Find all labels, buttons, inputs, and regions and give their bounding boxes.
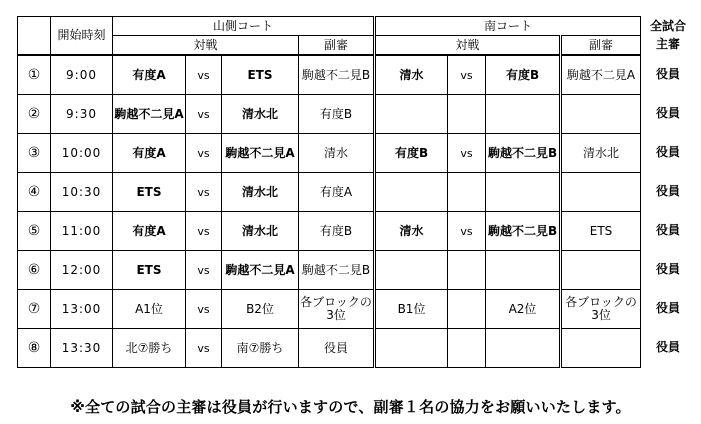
chief-referee: 役員 — [655, 340, 680, 354]
yamagawa-team-b: 南⑦勝ち — [222, 329, 299, 368]
yamagawa-vs: vs — [186, 173, 222, 212]
minami-team-b — [486, 173, 561, 212]
header-yamagawa-court: 山側コート — [113, 17, 375, 36]
schedule-row — [18, 251, 641, 290]
match-number: ⑧ — [18, 329, 51, 368]
yamagawa-team-a: 北⑦勝ち — [113, 329, 186, 368]
minami-team-a: 清水 — [375, 55, 448, 95]
minami-sub-referee — [561, 95, 641, 134]
yamagawa-team-b: B2位 — [222, 290, 299, 329]
yamagawa-vs: vs — [186, 251, 222, 290]
header-minami-sub-referee: 副審 — [561, 36, 641, 56]
start-time: 12:00 — [51, 251, 113, 290]
schedule-row — [18, 329, 641, 368]
header-yamagawa-sub-referee: 副審 — [299, 36, 375, 56]
minami-team-a — [375, 173, 448, 212]
minami-vs: vs — [448, 55, 486, 95]
all-match-label-line2: 主審 — [655, 37, 680, 51]
header-start-time: 開始時刻 — [51, 17, 113, 56]
start-time: 9:30 — [51, 95, 113, 134]
yamagawa-vs: vs — [186, 134, 222, 173]
minami-team-b — [486, 251, 561, 290]
minami-sub-referee: 各ブロックの3位 — [561, 290, 641, 329]
minami-team-b — [486, 329, 561, 368]
minami-vs — [448, 173, 486, 212]
schedule-row — [18, 212, 641, 251]
chief-referee: 役員 — [655, 184, 680, 198]
minami-vs — [448, 290, 486, 329]
chief-referee: 役員 — [655, 223, 680, 237]
yamagawa-vs: vs — [186, 329, 222, 368]
minami-vs — [448, 95, 486, 134]
schedule-table — [17, 16, 641, 368]
header-no — [18, 17, 51, 56]
start-time: 13:00 — [51, 290, 113, 329]
chief-referee: 役員 — [655, 262, 680, 276]
start-time: 9:00 — [51, 55, 113, 95]
yamagawa-team-a: 駒越不二見A — [113, 95, 186, 134]
minami-team-a — [375, 329, 448, 368]
minami-team-a — [375, 95, 448, 134]
minami-sub-referee — [561, 251, 641, 290]
minami-team-a: 清水 — [375, 212, 448, 251]
minami-team-a: B1位 — [375, 290, 448, 329]
schedule-row — [18, 173, 641, 212]
yamagawa-team-b: ETS — [222, 55, 299, 95]
minami-team-a: 有度B — [375, 134, 448, 173]
yamagawa-sub-referee: 有度B — [299, 95, 375, 134]
all-match-label-line1: 全試合 — [649, 19, 686, 33]
match-number: ③ — [18, 134, 51, 173]
yamagawa-sub-referee: 有度B — [299, 212, 375, 251]
yamagawa-team-b: 清水北 — [222, 95, 299, 134]
minami-sub-referee: 清水北 — [561, 134, 641, 173]
minami-vs — [448, 329, 486, 368]
match-number: ② — [18, 95, 51, 134]
yamagawa-team-a: 有度A — [113, 55, 186, 95]
match-number: ④ — [18, 173, 51, 212]
chief-referee: 役員 — [655, 106, 680, 120]
chief-referee: 役員 — [655, 67, 680, 81]
chief-referee: 役員 — [655, 301, 680, 315]
schedule-row — [18, 95, 641, 134]
yamagawa-team-b: 駒越不二見A — [222, 134, 299, 173]
yamagawa-sub-referee: 有度A — [299, 173, 375, 212]
minami-team-b — [486, 95, 561, 134]
footer-note: ※全ての試合の主審は役員が行いますので、副審１名の協力をお願いいたします。 — [70, 398, 631, 416]
minami-vs: vs — [448, 134, 486, 173]
match-number: ⑤ — [18, 212, 51, 251]
match-number: ⑥ — [18, 251, 51, 290]
yamagawa-team-a: A1位 — [113, 290, 186, 329]
minami-team-b: 駒越不二見B — [486, 212, 561, 251]
yamagawa-sub-referee: 清水 — [299, 134, 375, 173]
yamagawa-vs: vs — [186, 290, 222, 329]
match-number: ⑦ — [18, 290, 51, 329]
yamagawa-team-a: 有度A — [113, 212, 186, 251]
schedule-rows — [18, 55, 641, 368]
minami-vs: vs — [448, 212, 486, 251]
yamagawa-sub-referee: 駒越不二見B — [299, 251, 375, 290]
start-time: 10:30 — [51, 173, 113, 212]
minami-sub-referee: ETS — [561, 212, 641, 251]
header-minami-court: 南コート — [375, 17, 641, 36]
yamagawa-team-b: 清水北 — [222, 173, 299, 212]
yamagawa-team-a: 有度A — [113, 134, 186, 173]
yamagawa-team-b: 清水北 — [222, 212, 299, 251]
minami-team-b: 駒越不二見B — [486, 134, 561, 173]
schedule-row — [18, 290, 641, 329]
minami-vs — [448, 251, 486, 290]
yamagawa-team-a: ETS — [113, 173, 186, 212]
minami-sub-referee: 駒越不二見A — [561, 55, 641, 95]
yamagawa-sub-referee: 駒越不二見B — [299, 55, 375, 95]
header-minami-match: 対戦 — [375, 36, 561, 56]
chief-referee: 役員 — [655, 145, 680, 159]
minami-sub-referee — [561, 173, 641, 212]
yamagawa-vs: vs — [186, 212, 222, 251]
minami-team-b: A2位 — [486, 290, 561, 329]
yamagawa-sub-referee: 役員 — [299, 329, 375, 368]
yamagawa-vs: vs — [186, 55, 222, 95]
minami-sub-referee — [561, 329, 641, 368]
minami-team-a — [375, 251, 448, 290]
header-yamagawa-match: 対戦 — [113, 36, 299, 56]
start-time: 10:00 — [51, 134, 113, 173]
start-time: 13:30 — [51, 329, 113, 368]
yamagawa-team-b: 駒越不二見A — [222, 251, 299, 290]
schedule-row — [18, 55, 641, 95]
minami-team-b: 有度B — [486, 55, 561, 95]
yamagawa-sub-referee: 各ブロックの3位 — [299, 290, 375, 329]
match-number: ① — [18, 55, 51, 95]
schedule-row — [18, 134, 641, 173]
yamagawa-vs: vs — [186, 95, 222, 134]
start-time: 11:00 — [51, 212, 113, 251]
yamagawa-team-a: ETS — [113, 251, 186, 290]
